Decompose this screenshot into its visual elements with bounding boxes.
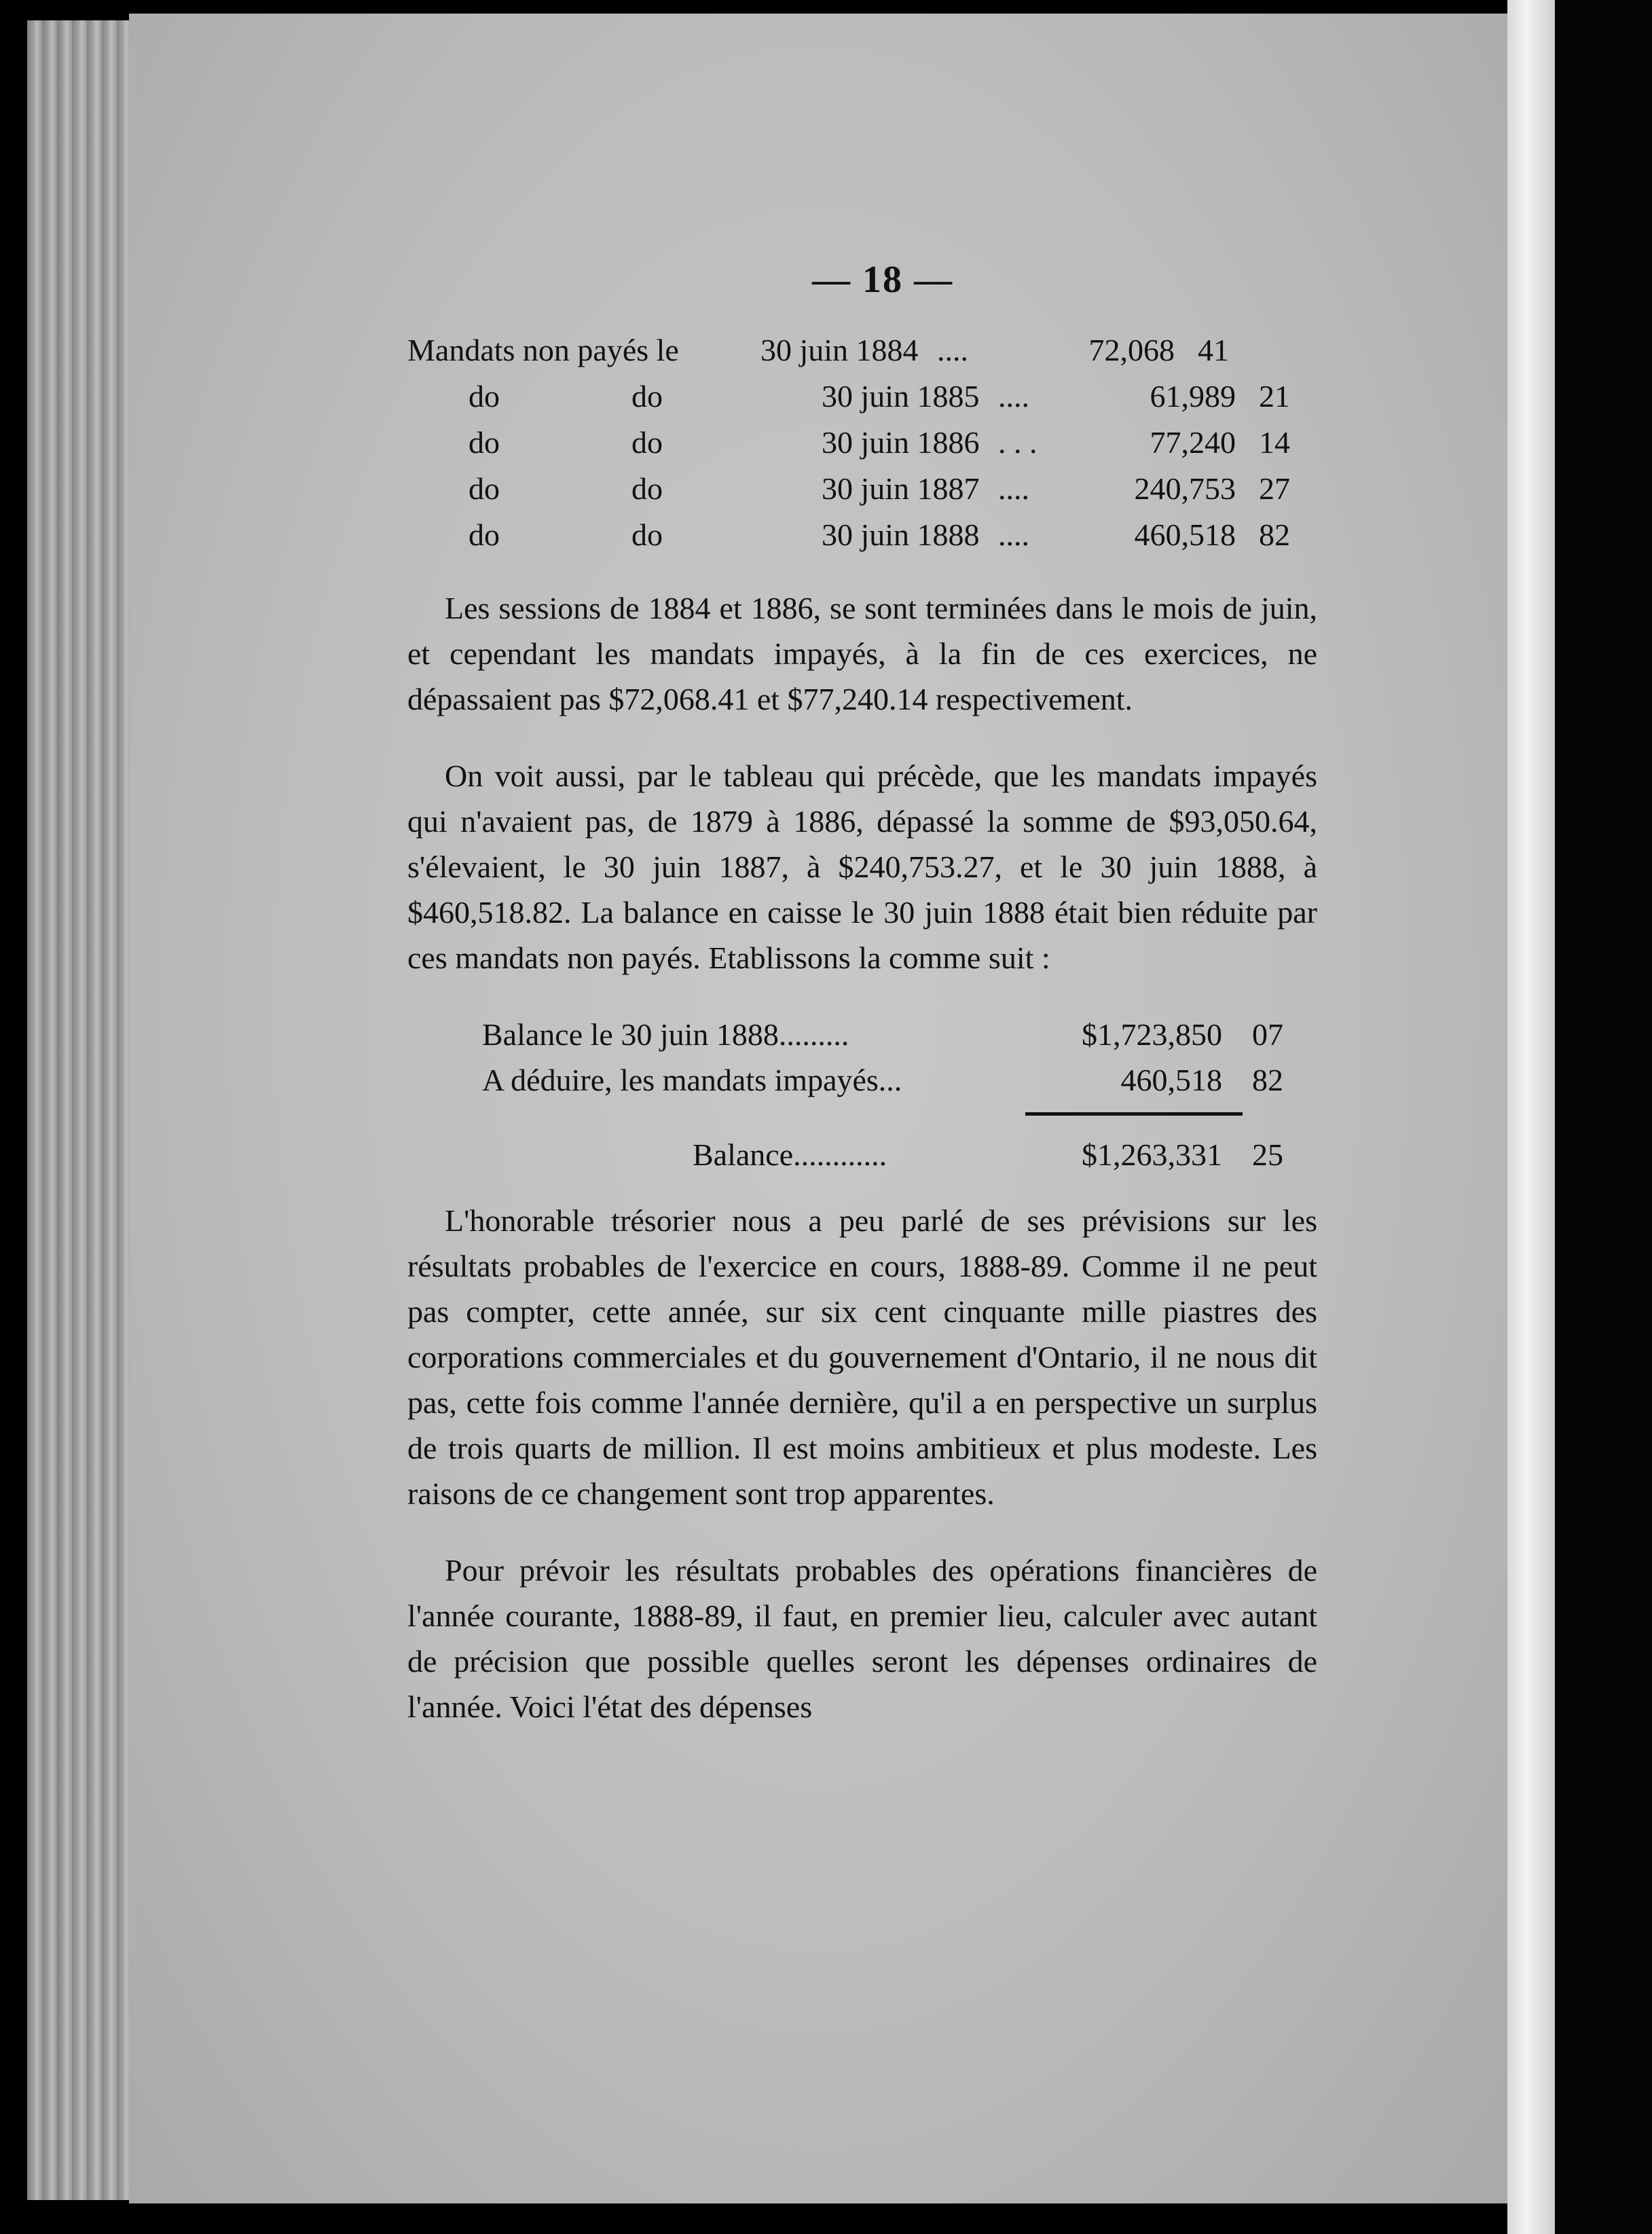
row-ditto-a: do (469, 425, 500, 460)
paragraph-text: On voit aussi, par le tableau qui précède, que les mandats impayés qui n'avaient pas, de 1879 à 1886, dépassé la somme de $93,050.64, s'élevaient, le 30 juin 1887, à $240,753.27, et le 30 juin 1888, à $460,518.82. La balance en caisse le 30 juin 1888 était bien réduite par ces mandats non payés. Etablissons la comme suit : (407, 758, 1317, 975)
paragraph (407, 753, 1317, 981)
paragraph (407, 585, 1317, 722)
row-ditto-b: do (631, 425, 663, 460)
row-cents: 21 (1259, 379, 1290, 414)
book-spine (1507, 0, 1555, 2234)
row-date: 30 juin 1884 (760, 333, 919, 367)
page-content (407, 258, 1317, 1761)
dark-margin (1555, 0, 1652, 2234)
row-date: 30 juin 1887 (822, 471, 980, 506)
table-row (407, 327, 1317, 373)
row-dots: .... (998, 471, 1029, 506)
row-amount: 72,068 (1088, 333, 1175, 367)
paragraph-text: Les sessions de 1884 et 1886, se sont terminées dans le mois de juin, et cependant les mandats impayés, à la fin de ces exercices, ne dépassaient pas $72,068.41 et $77,240.14 respectivement. (407, 591, 1317, 716)
paragraph-text: Pour prévoir les résultats probables des opérations financières de l'année courante, 1888-89, il faut, en premier lieu, calculer avec autant de précision que possible quelles seront les dépenses ordinaires de l'année. Voici l'état des dépenses (407, 1553, 1317, 1724)
row-cents: 25 (1252, 1137, 1283, 1172)
paragraph (407, 1198, 1317, 1516)
row-date: 30 juin 1885 (822, 379, 980, 414)
row-cents: 07 (1252, 1017, 1283, 1052)
row-ditto-a: do (469, 379, 500, 414)
row-label: A déduire, les mandats impayés... (482, 1063, 902, 1097)
row-amount: $1,723,850 (1082, 1017, 1222, 1052)
row-dots: .... (937, 333, 968, 367)
table-row (407, 1132, 1317, 1177)
row-label: Mandats non payés le (407, 333, 679, 367)
row-dots: . . . (998, 425, 1038, 460)
row-amount: 240,753 (1134, 471, 1236, 506)
row-ditto-a: do (469, 517, 500, 552)
row-amount: $1,263,331 (1082, 1137, 1222, 1172)
row-date: 30 juin 1888 (822, 517, 980, 552)
row-ditto-b: do (631, 379, 663, 414)
mandats-table (407, 327, 1317, 558)
row-cents: 82 (1252, 1063, 1283, 1097)
row-label: Balance le 30 juin 1888......... (482, 1017, 849, 1052)
row-ditto-b: do (631, 517, 663, 552)
sum-rule (1025, 1112, 1243, 1116)
row-dots: .... (998, 517, 1029, 552)
page-number: — 18 — (812, 259, 953, 301)
row-amount: 61,989 (1150, 379, 1236, 414)
table-row (407, 466, 1317, 512)
table-row (407, 373, 1317, 420)
row-cents: 14 (1259, 425, 1290, 460)
row-amount: 77,240 (1150, 425, 1236, 460)
row-amount: 460,518 (1134, 517, 1236, 552)
row-cents: 41 (1198, 333, 1229, 367)
row-amount: 460,518 (1120, 1063, 1222, 1097)
row-ditto-a: do (469, 471, 500, 506)
row-cents: 27 (1259, 471, 1290, 506)
paragraph-text: L'honorable trésorier nous a peu parlé de ses prévisions sur les résultats probables de l'exercice en cours, 1888-89. Comme il ne peut pas compter, cette année, sur six cent cinquante mille piastres des corporations commerciales et du gouvernement d'Ontario, il ne nous dit pas, cette fois comme l'année dernière, qu'il a en perspective un surplus de trois quarts de million. Il est moins ambitieux et plus modeste. Les raisons de ce changement sont trop apparentes. (407, 1203, 1317, 1511)
table-row (407, 1057, 1317, 1103)
balance-table (407, 1012, 1317, 1177)
row-dots: .... (998, 379, 1029, 414)
row-ditto-b: do (631, 471, 663, 506)
table-row (407, 512, 1317, 558)
table-row (407, 1012, 1317, 1057)
row-cents: 82 (1259, 517, 1290, 552)
paragraph (407, 1548, 1317, 1729)
row-date: 30 juin 1886 (822, 425, 980, 460)
table-row (407, 420, 1317, 466)
row-label: Balance............ (693, 1137, 887, 1172)
